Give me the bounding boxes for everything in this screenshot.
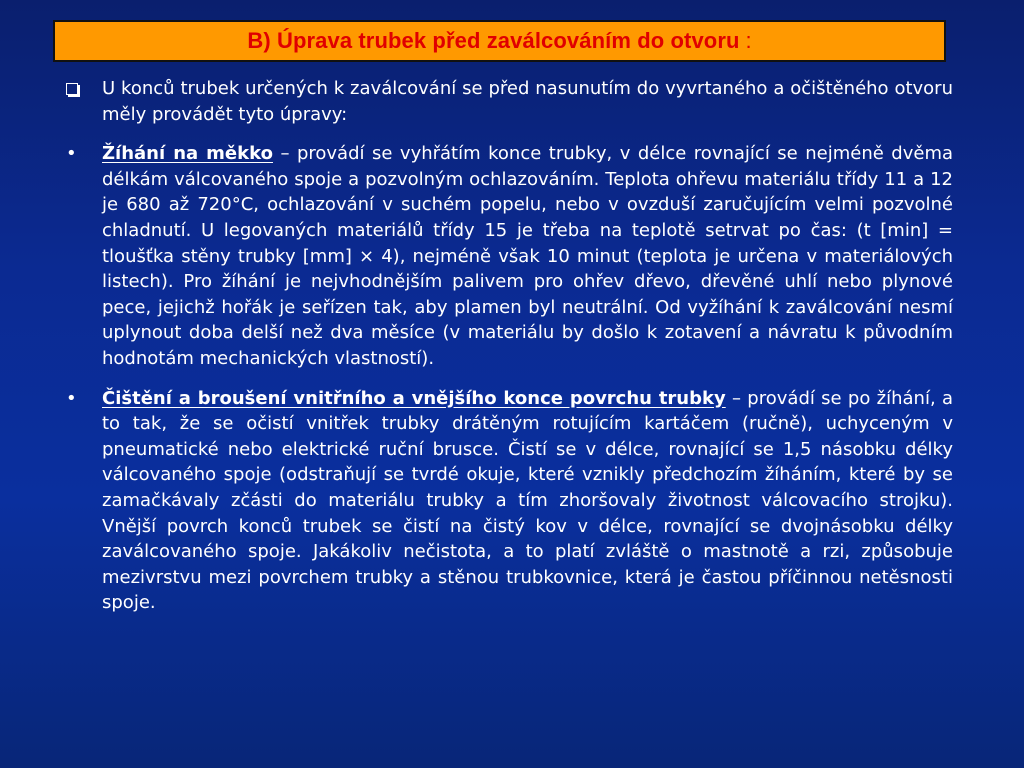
bullet-icon: • [66,387,77,409]
checkbox-bullet-icon [66,76,86,103]
bullet-text: – provádí se po žíhání, a to tak, že se očistí vnitřek trubky drátěným rotujícím kartáčem (ručně), uchyceným v pneumatické nebo elektrické ruční brusce. Čistí se v délce, rovnající se 1,5 násobku délky válcovaného spoje (odstraňují se tvrdé okuje, které vznikly předchozím žíháním, které by se zamačkávaly zčásti do materiálu trubky a tím zhoršovaly životnost válcovacího strojku). Vnější povrch konců trubek se čistí na čistý kov v délce, rovnající se dvojnásobku délky zaválcovaného spoje. Jakákoliv nečistota, a to platí zvláště o mastnotě a rzi, způsobuje mezivrstvu mezi povrchem trubky a stěnou trubkovnice, která je častou příčinnou netěsnosti spoje. [102,387,953,614]
slide-content [60,76,953,630]
bullet-term: Žíhání na měkko [102,143,273,165]
intro-text: U konců trubek určených k zaválcování se před nasunutím do vyvrtaného a očištěného otvoru měly provádět tyto úpravy: [102,78,953,125]
bullet-item-cleaning [60,386,953,616]
bullet-icon: • [66,143,77,165]
bullet-text: – provádí se vyhřátím konce trubky, v délce rovnající se nejméně dvěma délkám válcovaného spoje a pozvolným ochlazováním. Teplota ohřevu materiálu třídy 11 a 12 je 680 až 720°C, ochlazování v suchém popelu, nebo v ovzduší zaručujícím velmi pozvolné chladnutí. U legovaných materiálů třídy 15 je třeba na teplotě setrvat po čas: (t [min] = tloušťka stěny trubky [mm] × 4), nejméně však 10 minut (teplota je určena v materiálových listech). Pro žíhání je nejvhodnějším palivem pro ohřev dřevo, dřevěné uhlí nebo plynové pece, jejichž hořák je seřízen tak, aby plamen byl neutrální. Od vyžíhání k zaválcování nesmí uplynout doba delší než dva měsíce (v materiálu by došlo k zotavení a návratu k původním hodnotám mechanických vlastností). [102,143,954,369]
intro-paragraph [60,76,953,127]
slide-title: B) Úprava trubek před zaválcováním do otvoru [247,28,740,53]
bullet-term: Čištění a broušení vnitřního a vnějšího konce povrchu trubky [102,387,726,409]
bullet-item-annealing [60,141,953,371]
slide-title-colon: : [745,28,752,53]
slide-title-box [53,20,946,62]
